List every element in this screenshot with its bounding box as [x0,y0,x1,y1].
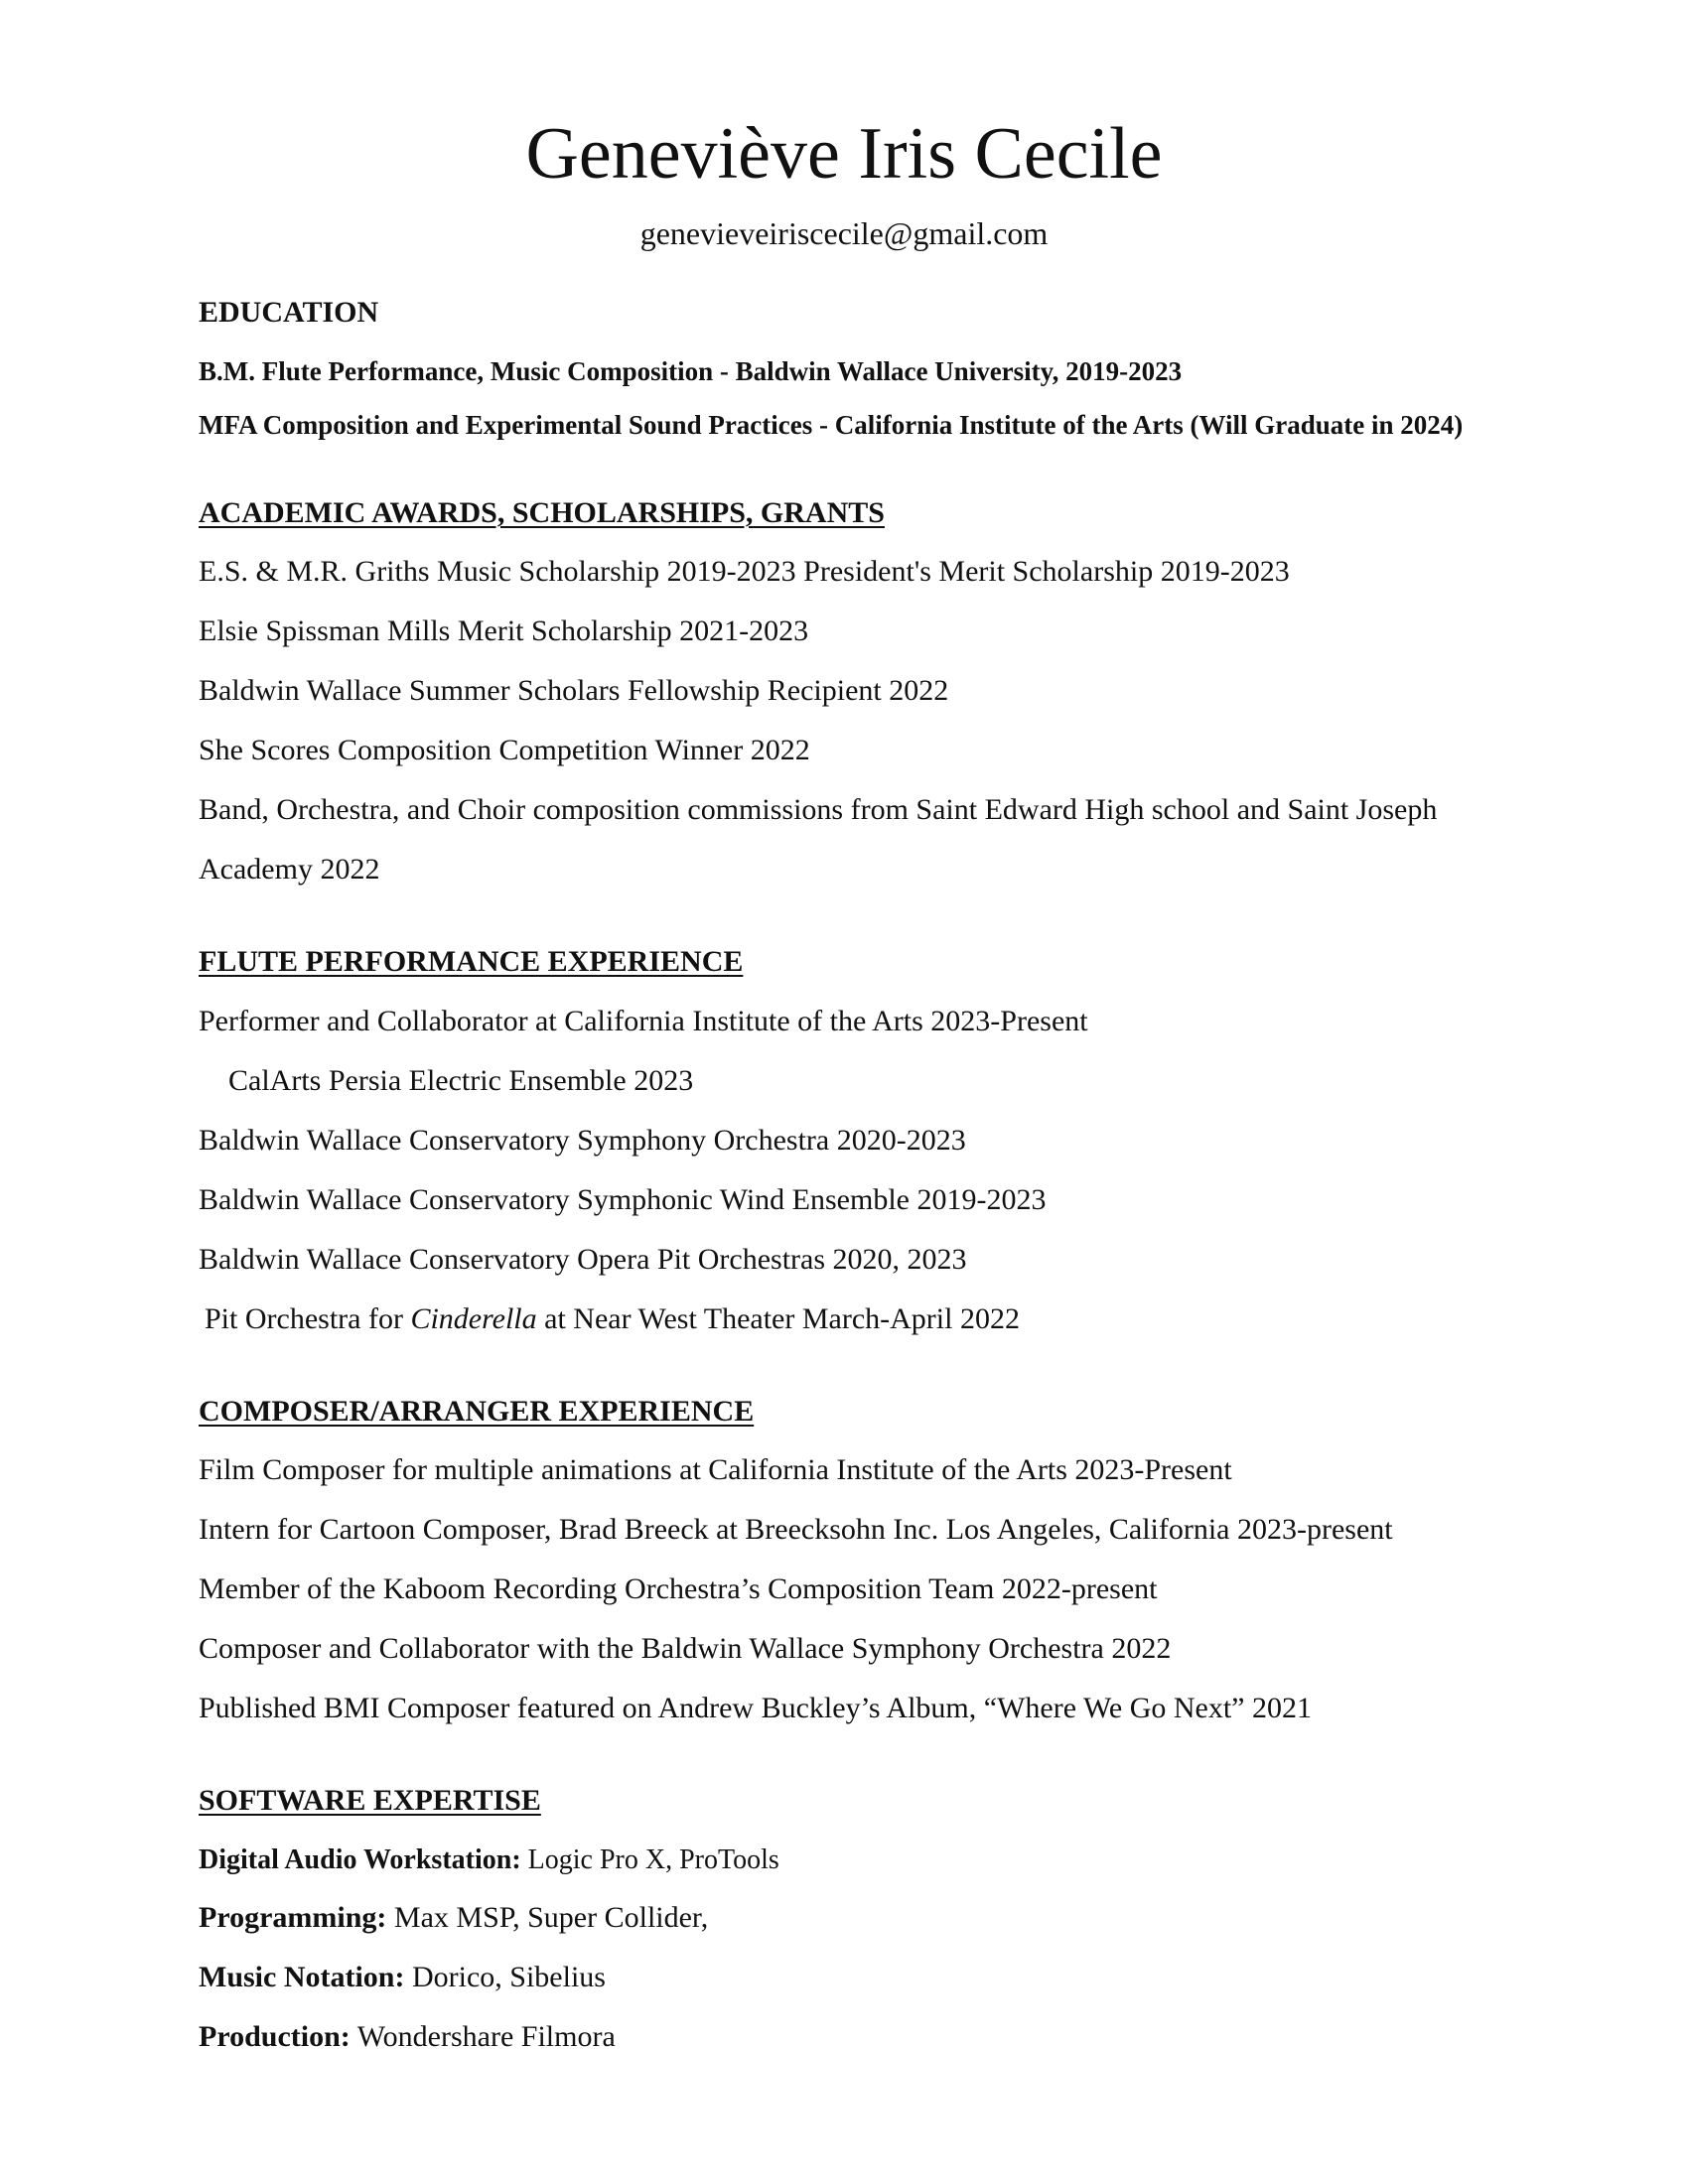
software-item [199,1899,708,1937]
software-value: Dorico, Sibelius [404,1961,606,1993]
composer-item: Film Composer for multiple animations at California Institute of the Arts 2023-Present [199,1453,1232,1486]
education-item: MFA Composition and Experimental Sound Practices - California Institute of the Arts (Will Graduate in 2024) [199,410,1464,440]
show-title: Cinderella [410,1302,537,1335]
software-item [199,1842,779,1879]
composer-item: Composer and Collaborator with the Baldwin Wallace Symphony Orchestra 2022 [199,1632,1172,1665]
software-label: Programming: [199,1901,387,1934]
section-heading-software: SOFTWARE EXPERTISE [199,1784,541,1817]
flute-item: Baldwin Wallace Conservatory Symphonic Wind Ensemble 2019-2023 [199,1183,1047,1216]
section-heading-awards: ACADEMIC AWARDS, SCHOLARSHIPS, GRANTS [199,496,885,529]
award-item: Band, Orchestra, and Choir composition commissions from Saint Edward High school and Saint Joseph [199,793,1438,826]
award-item: Elsie Spissman Mills Merit Scholarship 2021-2023 [199,614,809,647]
flute-item: Baldwin Wallace Conservatory Opera Pit Orchestras 2020, 2023 [199,1243,967,1276]
section-heading-flute: FLUTE PERFORMANCE EXPERIENCE [199,945,744,978]
award-item-continued: Academy 2022 [199,853,380,886]
software-item [199,1959,606,1996]
software-label: Production: [199,2020,351,2053]
applicant-email[interactable]: genevieveiriscecile@gmail.com [639,215,1049,251]
flute-item-pit-orchestra [205,1300,1020,1338]
software-value: Max MSP, Super Collider, [386,1901,709,1934]
software-value: Wondershare Filmora [350,2020,616,2053]
pit-text-before: Pit Orchestra for [205,1302,411,1335]
education-item: B.M. Flute Performance, Music Composition - Baldwin Wallace University, 2019-2023 [199,356,1183,386]
flute-item: Performer and Collaborator at California Institute of the Arts 2023-Present [199,1005,1088,1037]
composer-item: Intern for Cartoon Composer, Brad Breeck at Breecksohn Inc. Los Angeles, California 2023-present [199,1513,1393,1546]
applicant-name: Geneviève Iris Cecile [525,113,1163,195]
software-label: Digital Audio Workstation: [199,1844,521,1875]
section-heading-composer: COMPOSER/ARRANGER EXPERIENCE [199,1395,755,1428]
software-label: Music Notation: [199,1961,405,1993]
software-value: Logic Pro X, ProTools [520,1844,779,1875]
award-item: Baldwin Wallace Summer Scholars Fellowship Recipient 2022 [199,674,949,707]
award-item: E.S. & M.R. Griths Music Scholarship 2019-2023 President's Merit Scholarship 2019-2023 [199,555,1290,588]
award-item: She Scores Composition Competition Winner 2022 [199,734,810,766]
software-item [199,2018,616,2056]
flute-subitem: CalArts Persia Electric Ensemble 2023 [228,1064,694,1097]
pit-text-after: at Near West Theater March-April 2022 [536,1302,1020,1335]
section-heading-education: EDUCATION [199,296,379,329]
flute-item: Baldwin Wallace Conservatory Symphony Orchestra 2020-2023 [199,1124,966,1157]
composer-item: Member of the Kaboom Recording Orchestra’s Composition Team 2022-present [199,1572,1158,1605]
composer-item: Published BMI Composer featured on Andrew Buckley’s Album, “Where We Go Next” 2021 [199,1692,1312,1724]
